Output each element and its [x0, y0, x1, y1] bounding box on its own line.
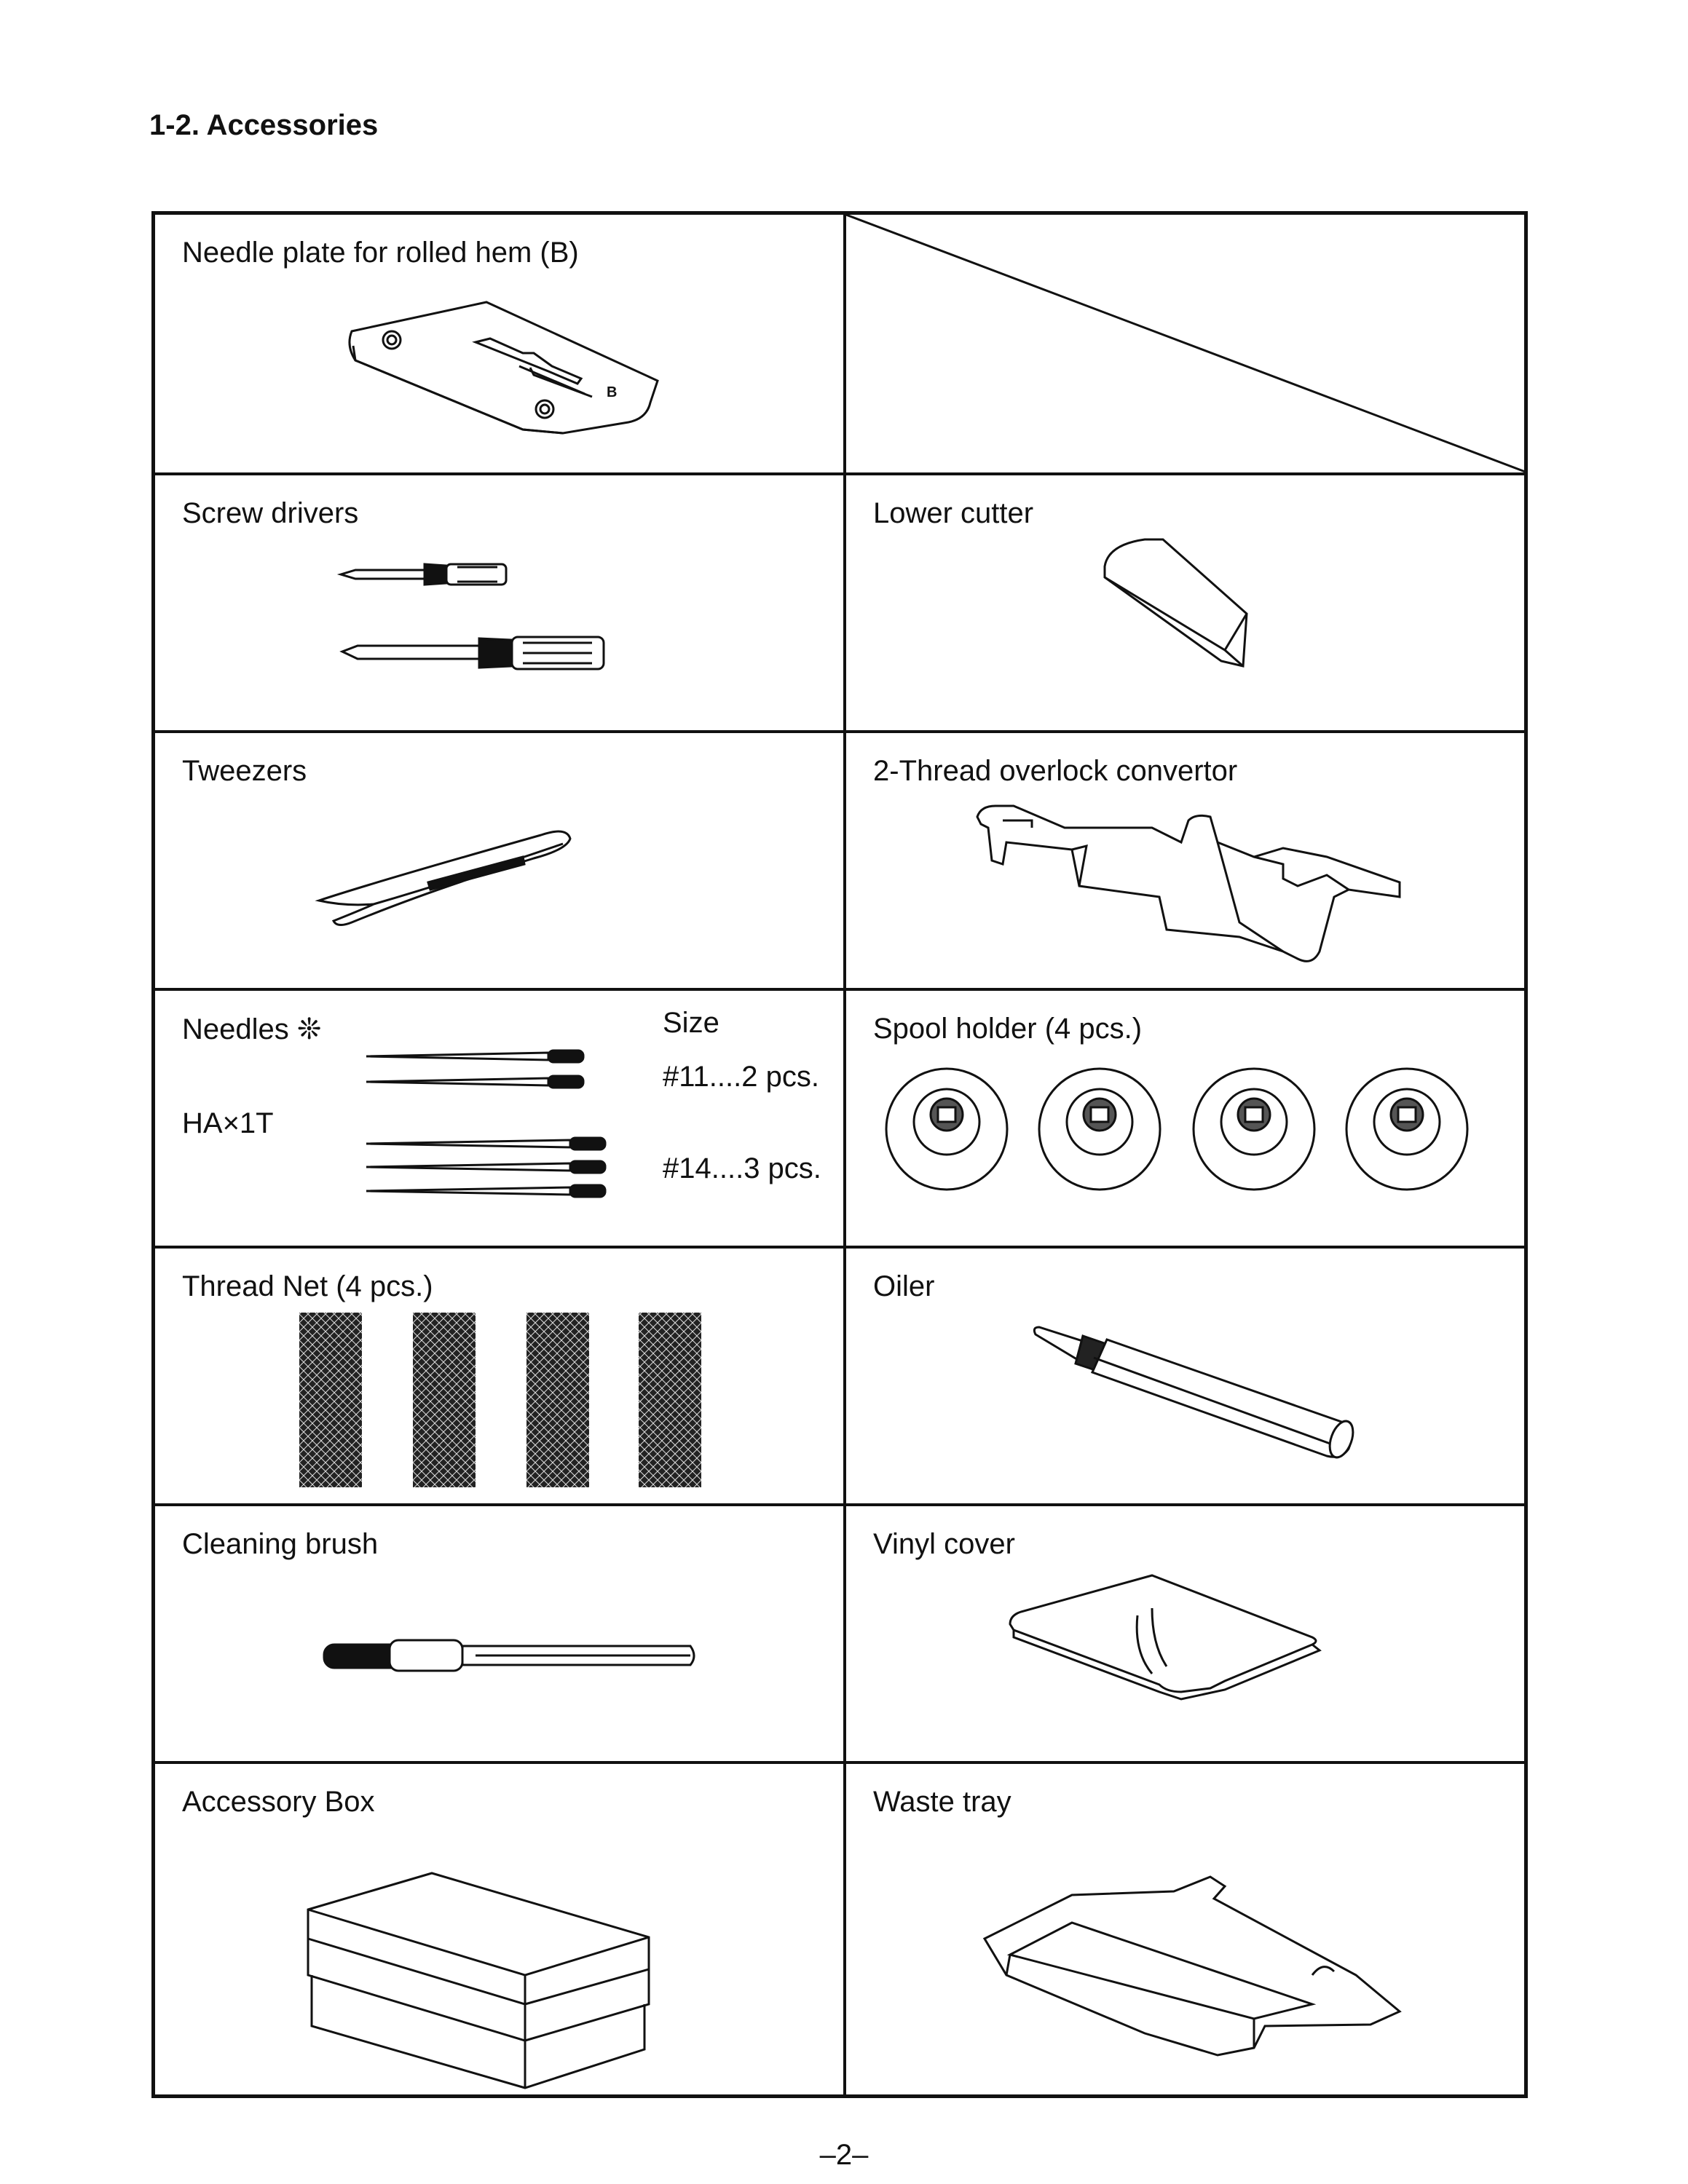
needles-label: Needles ❊ [182, 1013, 322, 1045]
thread-net-illustration [155, 1249, 843, 1506]
spool-holder-4 [1346, 1069, 1467, 1190]
lower-cutter-label: Lower cutter [873, 497, 1034, 529]
spool-holder-2 [1039, 1069, 1160, 1190]
cleaning-brush-label: Cleaning brush [182, 1528, 379, 1560]
size-11: #11....2 pcs. [663, 1061, 819, 1093]
page-heading: 1-2. Accessories [149, 109, 379, 141]
tweezers-illustration [155, 733, 843, 991]
needle-plate-illustration [155, 215, 843, 472]
needle-3 [366, 1138, 605, 1150]
empty-cell-diagonal [846, 215, 1534, 472]
accessory-box-label: Accessory Box [182, 1786, 375, 1818]
tweezers-label: Tweezers [182, 755, 307, 787]
spool-holder-label: Spool holder (4 pcs.) [873, 1013, 1143, 1045]
cell-needles [155, 991, 843, 1249]
cell-spool-holder [846, 991, 1534, 1249]
cell-tweezers [155, 733, 843, 991]
cell-vinyl-cover [846, 1506, 1534, 1764]
cell-waste-tray [846, 1764, 1534, 2098]
spool-holder-illustration [846, 991, 1534, 1249]
needle-2 [366, 1076, 583, 1088]
needles-illustration [155, 991, 843, 1249]
cell-overlock-convertor [846, 733, 1534, 991]
overlock-convertor-label: 2-Thread overlock convertor [873, 755, 1238, 787]
waste-tray-label: Waste tray [873, 1786, 1011, 1818]
spool-holder-1 [886, 1069, 1007, 1190]
size-14: #14....3 pcs. [663, 1152, 821, 1184]
needle-4 [366, 1161, 605, 1173]
vinyl-cover-illustration [846, 1506, 1534, 1764]
lower-cutter-illustration [846, 475, 1534, 733]
oiler-illustration [846, 1249, 1534, 1506]
thread-net-3 [526, 1313, 589, 1487]
screw-drivers-illustration [155, 475, 843, 733]
cell-accessory-box [155, 1764, 843, 2098]
needle-plate-label: Needle plate for rolled hem (B) [182, 237, 579, 269]
thread-net-4 [639, 1313, 701, 1487]
cell-empty [846, 215, 1534, 472]
cell-oiler [846, 1249, 1534, 1506]
oiler-label: Oiler [873, 1270, 935, 1302]
thread-net-label: Thread Net (4 pcs.) [182, 1270, 433, 1302]
cleaning-brush-illustration [155, 1506, 843, 1764]
size-header: Size [663, 1007, 719, 1039]
page-number: –2– [819, 2139, 869, 2171]
cell-thread-net [155, 1249, 843, 1506]
cell-lower-cutter [846, 475, 1534, 733]
accessories-table [151, 211, 1528, 2098]
vinyl-cover-label: Vinyl cover [873, 1528, 1015, 1560]
needle-1 [366, 1051, 583, 1062]
spool-holder-3 [1194, 1069, 1314, 1190]
needle-5 [366, 1185, 605, 1197]
needle-type: HA×1T [182, 1107, 274, 1139]
screw-drivers-label: Screw drivers [182, 497, 359, 529]
cell-needle-plate [155, 215, 843, 472]
cell-screw-drivers [155, 475, 843, 733]
needle-plate-mark: B [607, 384, 618, 400]
overlock-convertor-illustration [846, 733, 1534, 991]
thread-net-1 [299, 1313, 362, 1487]
waste-tray-illustration [846, 1764, 1534, 2098]
accessory-box-illustration [155, 1764, 843, 2098]
thread-net-2 [413, 1313, 476, 1487]
cell-cleaning-brush [155, 1506, 843, 1764]
